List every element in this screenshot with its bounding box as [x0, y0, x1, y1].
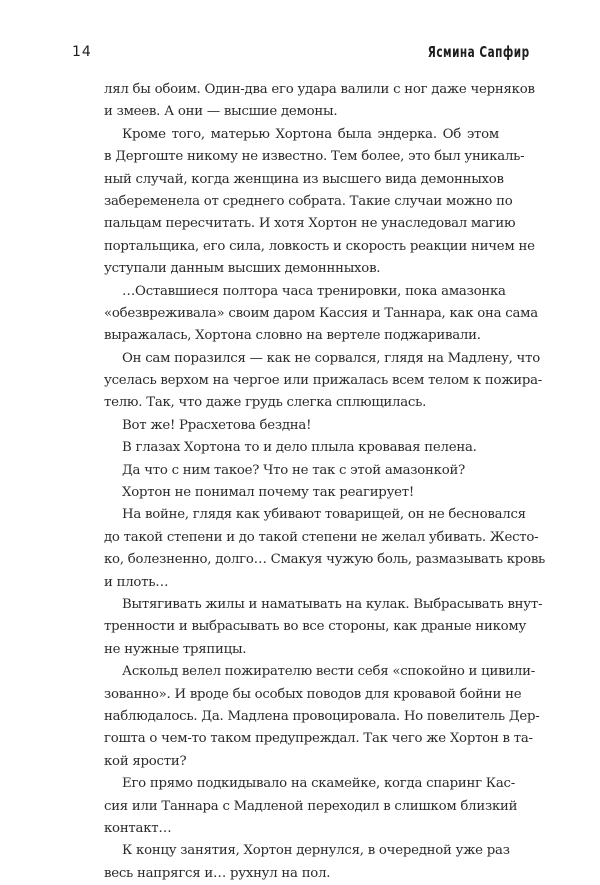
text-line: и плоть…: [104, 574, 169, 590]
text-line: телю. Так, что даже грудь слегка сплющилась.: [104, 395, 427, 411]
text-line: Он сам поразился — как не сорвался, глядя на Мадлену, что: [122, 350, 540, 366]
text-line: тренности и выбрасывать во все стороны, как драные никому: [104, 619, 527, 635]
text-line: до такой степени и до такой степени не желал убивать. Жесто-: [104, 529, 539, 545]
text-line: Да что с ним такое? Что не так с этой амазонкой?: [122, 462, 465, 478]
text-line: Аскольд велел пожирателю вести себя «спокойно и цивили-: [122, 664, 535, 680]
text-line: зованно». И вроде бы особых поводов для кровавой бойни не: [104, 686, 522, 702]
text-line: …Оставшиеся полтора часа тренировки, пока амазонка: [122, 283, 506, 299]
text-line: забеременела от среднего собрата. Такие случаи можно по: [104, 193, 513, 209]
text-line: уступали данным высших демоннныхов.: [104, 261, 381, 277]
text-line: гошта о чем-то таком предупреждал. Так чего же Хортон в та-: [104, 731, 533, 747]
text-line: В глазах Хортона то и дело плыла кровавая пелена.: [122, 440, 477, 456]
text-line: выражалась, Хортона словно на вертеле поджаривали.: [104, 328, 481, 344]
text-line: сия или Таннара с Мадленой переходил в слишком близкий: [104, 798, 518, 814]
text-line: Вот же! Ррасхетова бездна!: [122, 417, 312, 433]
text-line: не нужные тряпицы.: [104, 641, 247, 657]
text-line: «обезвреживала» своим даром Кассия и Таннара, как она сама: [104, 305, 538, 321]
text-line: Хортон не понимал почему так реагирует!: [122, 485, 414, 501]
running-title: Ясмина Сапфир: [428, 43, 530, 61]
text-line: На войне, глядя как убивают товарищей, он не бесновался: [122, 507, 526, 523]
page-number: 14: [72, 44, 92, 60]
text-line: наблюдалось. Да. Мадлена провоцировала. Но повелитель Дер-: [104, 708, 540, 724]
text-line: ко, болезненно, долго… Смакуя чужую боль, размазывать кровь: [104, 552, 546, 568]
text-line: пальцам пересчитать. И хотя Хортон не унаследовал магию: [104, 216, 516, 232]
text-line: и змеев. А они — высшие демоны.: [104, 104, 338, 120]
text-line: контакт…: [104, 820, 172, 836]
text-line: весь напрягся и… рухнул на пол.: [104, 865, 331, 881]
text-line: в Дергоште никому не известно. Тем более, это был уникаль-: [104, 149, 525, 165]
text-line: К концу занятия, Хортон дернулся, в очередной уже раз: [122, 843, 510, 859]
text-line: уселась верхом на чергое или прижалась всем телом к пожира-: [104, 373, 543, 389]
text-line: Его прямо подкидывало на скамейке, когда спаринг Кас-: [122, 776, 515, 792]
text-line: кой ярости?: [104, 753, 187, 769]
text-line: Вытягивать жилы и наматывать на кулак. Выбрасывать внут-: [122, 596, 543, 612]
text-line: ный случай, когда женщина из высшего вида демонныхов: [104, 171, 504, 187]
body-text: [104, 79, 546, 885]
text-line: лял бы обоим. Один-два его удара валили с ног даже черняков: [104, 82, 535, 97]
text-line: портальщика, его сила, ловкость и скорость реакции ничем не: [104, 238, 535, 254]
text-line: Кроме того, матерью Хортона была эндерка. Об этом: [122, 126, 499, 142]
